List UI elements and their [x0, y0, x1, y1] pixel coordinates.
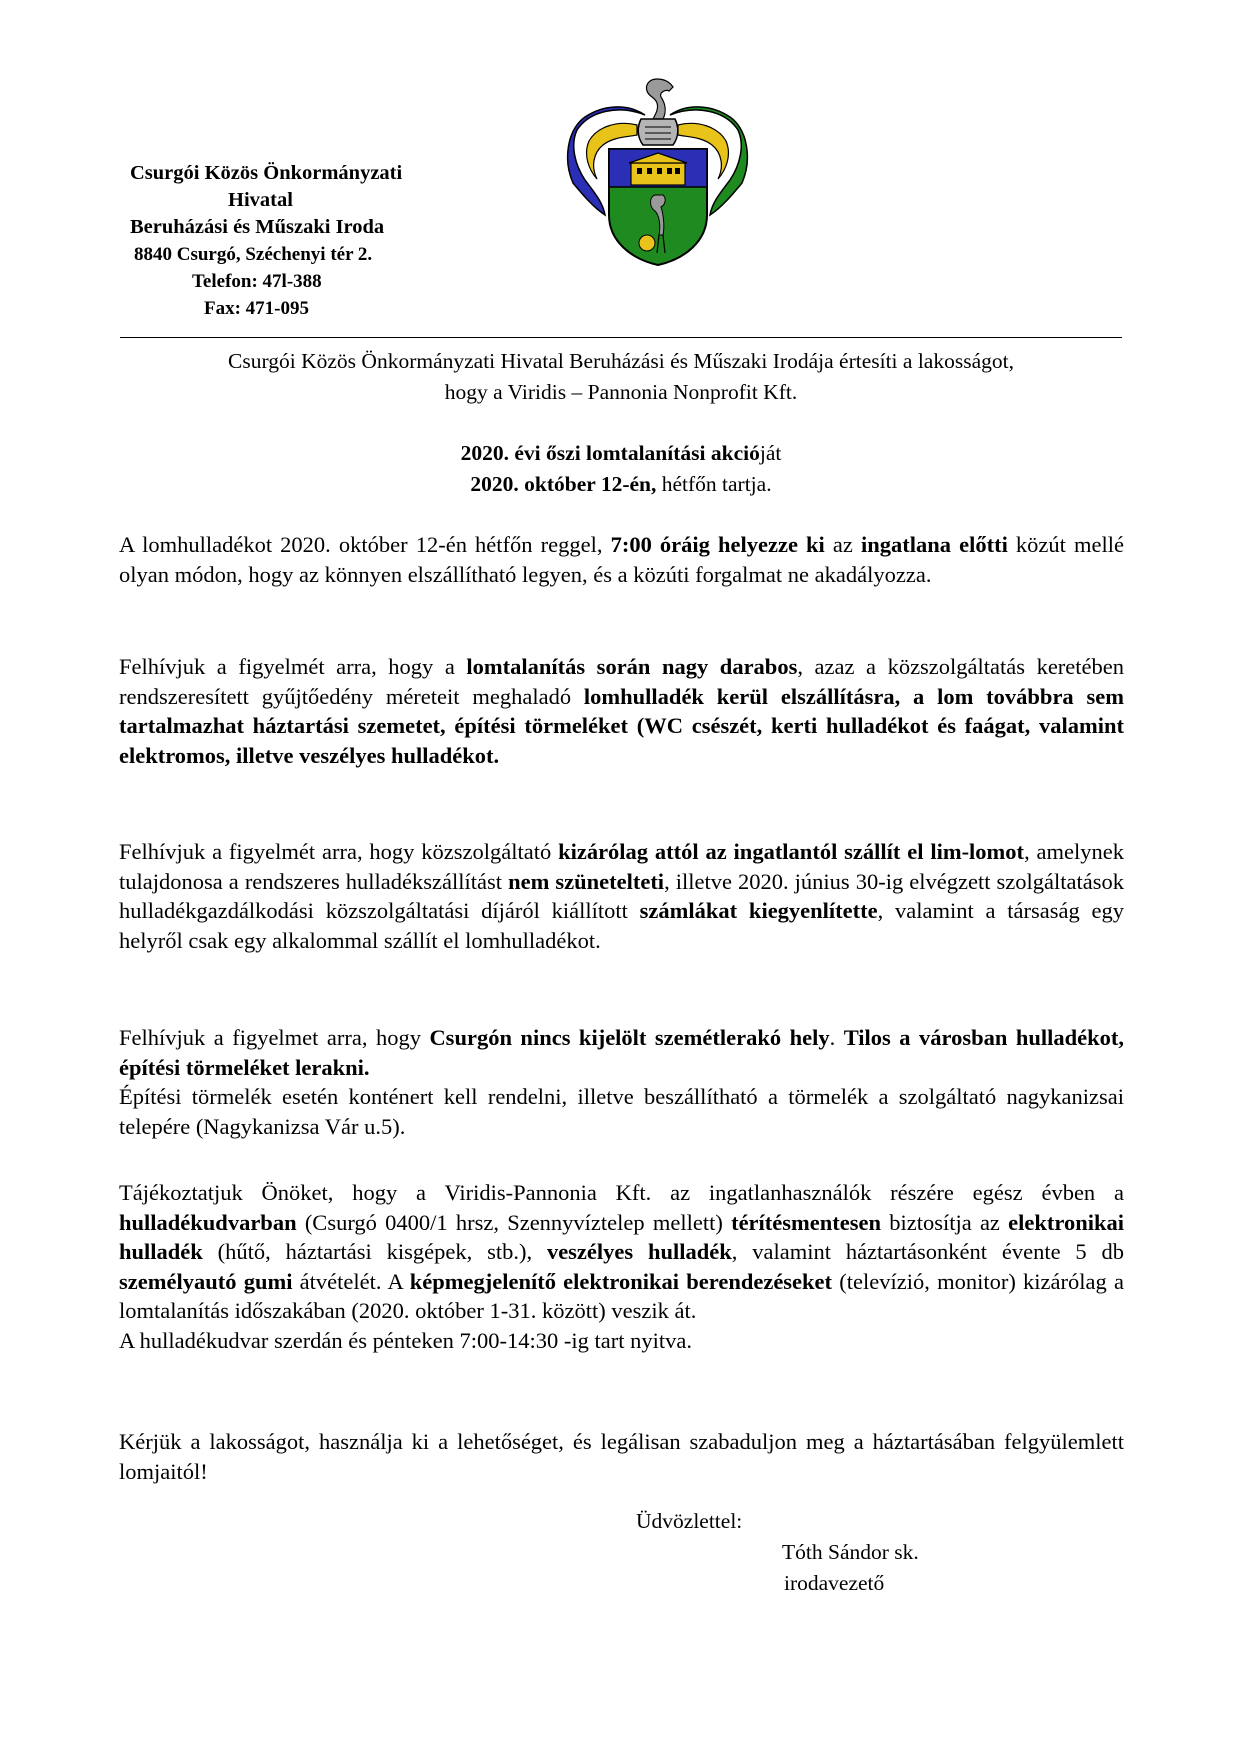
- text-run: (hűtő, háztartási kisgépek, stb.),: [202, 1239, 547, 1264]
- bold-text-run: személyautó gumi: [119, 1268, 293, 1294]
- title-line-1: [118, 438, 1124, 469]
- bold-text-run: nem szünetelteti: [508, 868, 665, 894]
- bold-text-run: lomtalanítás során nagy darabos: [466, 654, 798, 679]
- header-address: 8840 Csurgó, Széchenyi tér 2.: [134, 244, 373, 265]
- text-run: Tájékoztatjuk Önöket, hogy a Viridis-Pannonia Kft. az ingatlanhasználók részére egész évben a: [119, 1180, 1130, 1205]
- bold-text-run: ingatlana előtti: [860, 532, 1008, 557]
- paragraph-6: [119, 1427, 1130, 1486]
- intro-line-1: Csurgói Közös Önkormányzati Hivatal Beruházási és Műszaki Irodája értesíti a lakosságot,: [228, 349, 1014, 373]
- text-run: Felhívjuk a figyelmét arra, hogy közszolgáltató: [119, 839, 559, 864]
- header-line-3: Beruházási és Műszaki Iroda: [130, 216, 385, 238]
- bold-text-run: lomhulladék kerül elszállításra, a lom továbbra sem tartalmazhat háztartási szemetet, építési törmeléket (WC csészét, kerti hulladékot és faágat, valamint elektromos, illetve veszélyes hulladékot.: [119, 683, 1130, 768]
- header-line-2: Hivatal: [228, 189, 293, 211]
- coat-of-arms-icon: [565, 75, 750, 267]
- office-header: [118, 160, 478, 322]
- bold-text-run: veszélyes hulladék: [546, 1239, 732, 1264]
- bold-text-run: elektronikai hulladék: [119, 1209, 1130, 1264]
- text-run: közút mellé olyan módon, hogy az könnyen elszállítható legyen, és a közúti forgalmat ne akadályozza.: [119, 532, 1130, 587]
- paragraph-4: [119, 1023, 1130, 1141]
- text-run: .: [829, 1025, 844, 1050]
- paragraph-2: [119, 652, 1130, 770]
- text-run: (Csurgó 0400/1 hrsz, Szennyvíztelep mellett): [296, 1209, 732, 1235]
- intro-text: [118, 346, 1124, 408]
- bold-text-run: 7:00 óráig helyezze ki: [610, 532, 825, 557]
- event-title: [118, 438, 1124, 500]
- text-run: Építési törmelék esetén konténert kell rendelni, illetve beszállítható a törmelék a szolgáltató nagykanizsai telepére (Nagykanizsa Vár u.5).: [119, 1084, 1124, 1139]
- text-run: , illetve 2020. június 30-ig elvégzett szolgáltatások hulladékgazdálkodási közszolgáltatási díjáról kiállított: [119, 868, 1130, 923]
- text-run: az: [824, 532, 861, 557]
- text-run: Kérjük a lakosságot, használja ki a lehetőséget, és legálisan szabaduljon meg a háztartásában felgyülemlett lomjaitól!: [119, 1429, 1130, 1484]
- text-run: , valamint a társaság egy helyről csak egy alkalommal szállít el lomhulladékot.: [119, 898, 1130, 953]
- header-line-1: Csurgói Közös Önkormányzati: [130, 162, 403, 184]
- bold-text-run: képmegjelenítő elektronikai berendezéseket: [409, 1268, 833, 1294]
- intro-line-2: hogy a Viridis – Pannonia Nonprofit Kft.: [444, 380, 798, 404]
- title-line-2-bold: 2020. október 12-én,: [470, 472, 657, 496]
- bold-text-run: számlákat kiegyenlítette: [639, 898, 878, 923]
- title-line-2-rest: hétfőn tartja.: [656, 472, 772, 496]
- header-phone: Telefon: 47l-388: [192, 271, 322, 292]
- bold-text-run: Tilos a városban hulladékot, építési törmeléket lerakni.: [119, 1025, 1130, 1080]
- text-run: Felhívjuk a figyelmet arra, hogy: [119, 1025, 430, 1050]
- text-run: , amelynek tulajdonosa a rendszeres hulladékszállítást: [119, 839, 1130, 894]
- paragraph-1: [119, 530, 1130, 589]
- header-fax: Fax: 471-095: [204, 298, 310, 319]
- closing-greeting: Üdvözlettel:: [636, 1509, 743, 1533]
- bold-text-run: térítésmentesen: [731, 1209, 882, 1235]
- paragraph-3: [119, 837, 1130, 955]
- text-run: , valamint háztartásonként évente 5 db: [731, 1239, 1130, 1264]
- paragraph-5: [119, 1178, 1130, 1355]
- signature-name: Tóth Sándor sk.: [782, 1540, 919, 1564]
- bold-text-run: kizárólag attól az ingatlantól szállít el lim-lomot: [558, 839, 1025, 864]
- bold-text-run: Csurgón nincs kijelölt szemétlerakó hely: [429, 1025, 830, 1050]
- bold-text-run: hulladékudvarban: [119, 1209, 297, 1235]
- text-run: (televízió, monitor) kizárólag a lomtalanítás időszakában (2020. október 1-31. között) veszik át. A hulladékudvar szerdán és pénteken 7:00-14:30 -ig tart nyitva.: [119, 1268, 1124, 1353]
- signature-role: irodavezető: [784, 1571, 885, 1595]
- text-run: A lomhulladékot 2020. október 12-én hétfőn reggel,: [119, 532, 611, 557]
- title-line-2: [118, 469, 1124, 500]
- title-line-1-rest: ját: [759, 441, 782, 465]
- text-run: , azaz a közszolgáltatás keretében rendszeresített gyűjtőedény méreteit meghaladó: [119, 654, 1130, 709]
- text-run: biztosítja az: [881, 1209, 1009, 1235]
- title-line-1-bold: 2020. évi őszi lomtalanítási akció: [460, 441, 760, 465]
- text-run: Felhívjuk a figyelmét arra, hogy a: [119, 654, 467, 679]
- text-run: átvételét. A: [292, 1268, 410, 1294]
- header-divider: [120, 337, 1122, 338]
